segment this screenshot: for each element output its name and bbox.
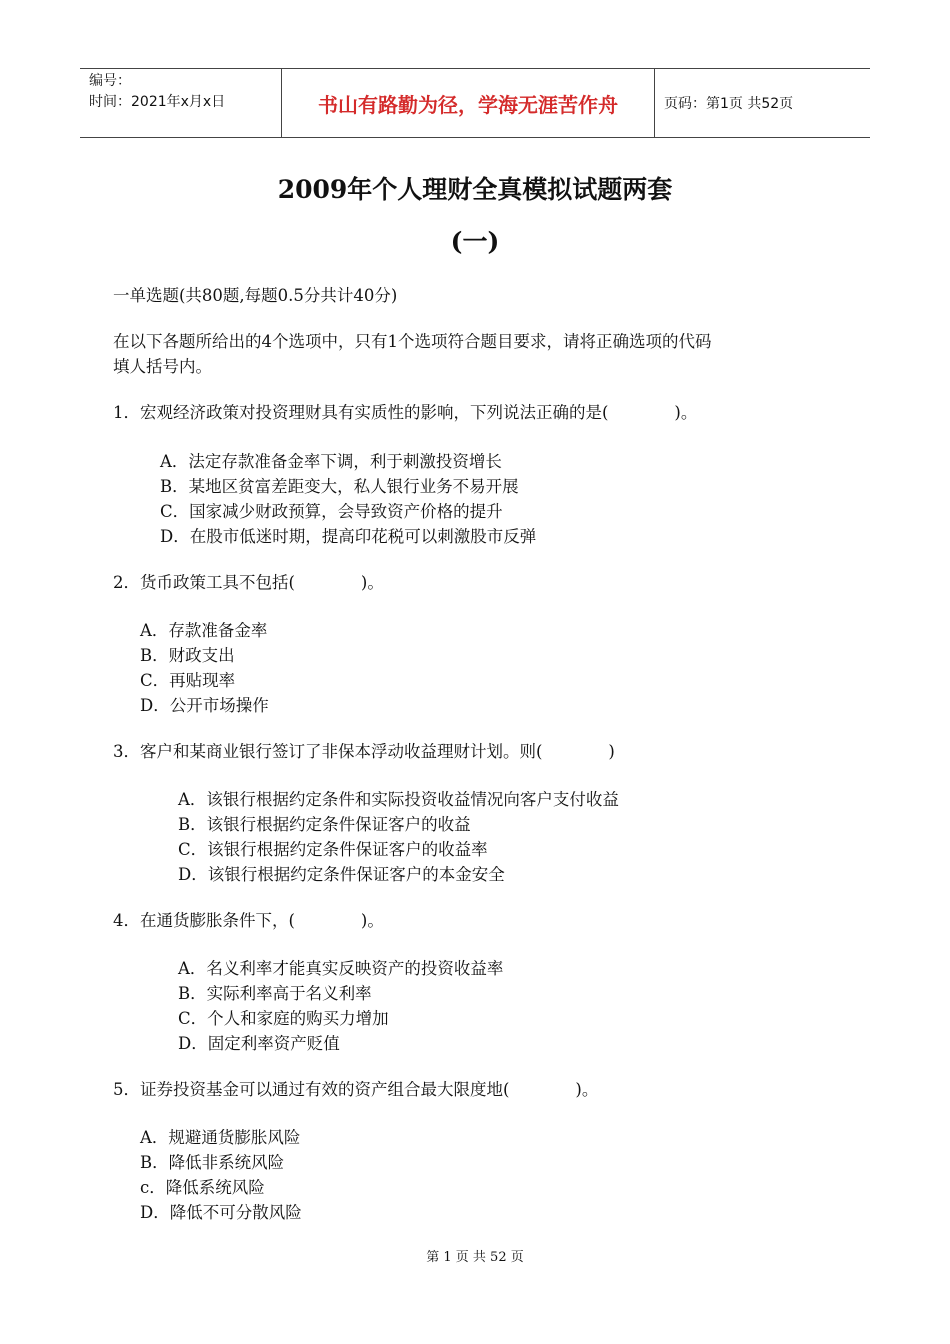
question-option: B．实际利率高于名义利率 — [178, 984, 372, 1003]
header-motto: 书山有路勤为径，学海无涯苦作舟 — [282, 69, 655, 137]
instruction-line-1: 在以下各题所给出的4个选项中，只有1个选项符合题目要求，请将正确选项的代码 — [113, 332, 712, 351]
document-title: 2009年个人理财全真模拟试题两套 — [277, 175, 673, 204]
question-option: C．个人和家庭的购买力增加 — [178, 1009, 389, 1028]
document-subtitle: (一) — [450, 227, 500, 256]
question-option: B．降低非系统风险 — [140, 1153, 285, 1172]
question-stem: 2．货币政策工具不包括( )。 — [113, 573, 384, 592]
header-page-code: 页码：第1页 共52页 — [664, 96, 794, 112]
question-stem: 3．客户和某商业银行签订了非保本浮动收益理财计划。则( ) — [113, 742, 615, 761]
question-option: A．规避通货膨胀风险 — [140, 1128, 301, 1147]
question-stem: 1．宏观经济政策对投资理财具有实质性的影响，下列说法正确的是( )。 — [113, 403, 698, 422]
page-footer: 第 1 页 共 52 页 — [426, 1250, 524, 1265]
question-option: C．该银行根据约定条件保证客户的收益率 — [178, 840, 488, 859]
question-option: C．再贴现率 — [140, 671, 236, 690]
number-label: 编号： — [89, 73, 131, 89]
question-option: c．降低系统风险 — [140, 1178, 265, 1197]
question-option: D．公开市场操作 — [140, 696, 269, 715]
question-option: A．存款准备金率 — [140, 621, 268, 640]
section-heading: 一单选题(共80题,每题0.5分共计40分) — [113, 286, 398, 305]
question-option: C．国家减少财政预算，会导致资产价格的提升 — [160, 502, 503, 521]
header-meta — [80, 69, 282, 137]
question-option: B．某地区贫富差距变大，私人银行业务不易开展 — [160, 477, 519, 496]
question-option: D．在股市低迷时期，提高印花税可以刺激股市反弹 — [160, 527, 537, 546]
question-stem: 4．在通货膨胀条件下，( )。 — [113, 911, 384, 930]
page-header — [80, 68, 870, 138]
question-option: A．法定存款准备金率下调，利于刺激投资增长 — [160, 452, 502, 471]
question-option: A．名义利率才能真实反映资产的投资收益率 — [178, 959, 504, 978]
question-option: A．该银行根据约定条件和实际投资收益情况向客户支付收益 — [178, 790, 619, 809]
question-option: B．财政支出 — [140, 646, 235, 665]
question-option: B．该银行根据约定条件保证客户的收益 — [178, 815, 471, 834]
question-option: D．降低不可分散风险 — [140, 1203, 302, 1222]
instruction-line-2: 填人括号内。 — [113, 357, 212, 376]
date-label: 时间：2021年x月x日 — [89, 94, 226, 110]
question-stem: 5．证券投资基金可以通过有效的资产组合最大限度地( )。 — [113, 1080, 599, 1099]
question-option: D．该银行根据约定条件保证客户的本金安全 — [178, 865, 505, 884]
question-option: D．固定利率资产贬值 — [178, 1034, 340, 1053]
